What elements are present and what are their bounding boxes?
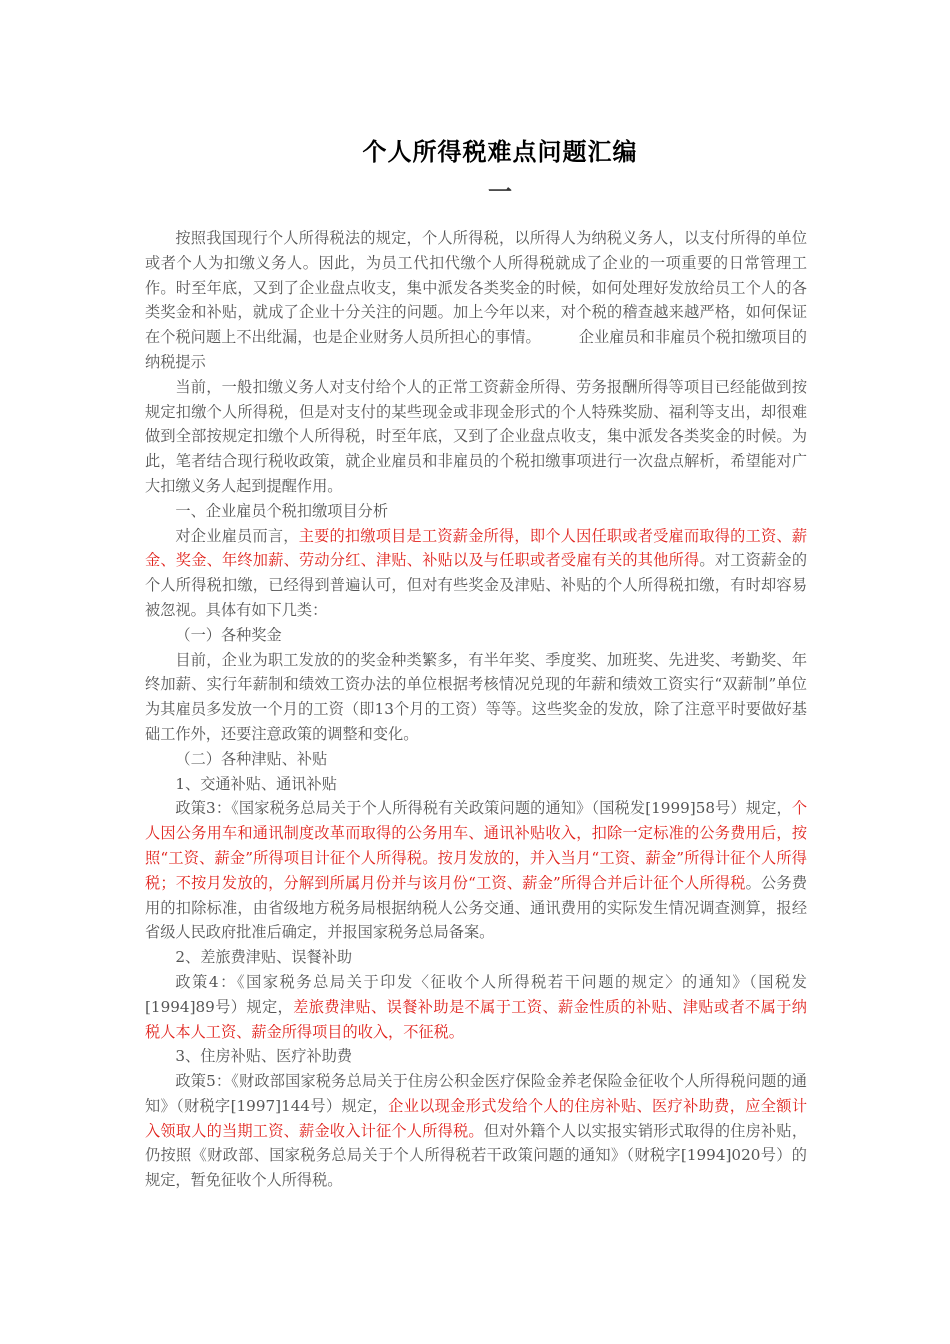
text-segment: 3、住房补贴、医疗补助费 — [175, 1047, 353, 1066]
text-segment: 1、交通补贴、通讯补贴 — [175, 774, 337, 793]
text-segment: 2、差旅费津贴、误餐补助 — [175, 948, 353, 967]
paragraph — [145, 772, 807, 797]
paragraph — [145, 1069, 807, 1193]
text-segment: 政策3：《国家税务总局关于个人所得税有关政策问题的通知》（国税发[1999]58号）规定， — [175, 799, 792, 818]
text-segment: 政策5：《财政部国家税务总局关于住房公积金医疗保险金养老保险金征收个人所得税问题的通知》（财税字[1997]144号）规定， — [145, 1072, 807, 1115]
paragraph — [145, 970, 807, 1044]
highlighted-text: 个人因公务用车和通讯制度改革而取得的公务用车、通讯补贴收入，扣除一定标准的公务费用后，按照“工资、薪金”所得项目计征个人所得税。按月发放的，并入当月“工资、薪金”所得计征个人所得税；不按月发放的，分解到所属月份并与该月份“工资、薪金”所得合并后计征个人所得税 — [145, 799, 807, 892]
document-body — [145, 226, 807, 1193]
paragraph — [145, 945, 807, 970]
text-segment: 当前，一般扣缴义务人对支付给个人的正常工资薪金所得、劳务报酬所得等项目已经能做到按规定扣缴个人所得税，但是对支付的某些现金或非现金形式的个人特殊奖励、福利等支出，却很难做到全部按规定扣缴个人所得税，时至年底，又到了企业盘点收支，集中派发各类奖金的时候。为此，笔者结合现行税收政策，就企业雇员和非雇员的个税扣缴事项进行一次盘点解析，希望能对广大扣缴义务人起到提醒作用。 — [145, 377, 807, 495]
text-segment: 按照我国现行个人所得税法的规定，个人所得税，以所得人为纳税义务人，以支付所得的单位或者个人为扣缴义务人。因此，为员工代扣代缴个人所得税就成了企业的一项重要的日常管理工作。时至年底，又到了企业盘点收支，集中派发各类奖金的时候，如何处理好发放给员工个人的各类奖金和补贴，就成了企业十分关注的问题。加上今年以来，对个税的稽查越来越严格，如何保证在个税问题上不出纰漏，也是企业财务人员所担心的事情。 企业雇员和非雇员个税扣缴项目的纳税提示 — [145, 229, 807, 371]
text-segment: （二）各种津贴、补贴 — [175, 749, 328, 768]
text-segment: 目前，企业为职工发放的的奖金种类繁多，有半年奖、季度奖、加班奖、先进奖、考勤奖、年终加薪、实行年薪制和绩效工资办法的单位根据考核情况兑现的年薪和绩效工资实行“双薪制”单位为其雇员多发放一个月的工资（即13个月的工资）等等。这些奖金的发放，除了注意平时要做好基础工作外，还要注意政策的调整和变化。 — [145, 650, 807, 743]
text-segment: 一、企业雇员个税扣缴项目分析 — [175, 501, 389, 520]
paragraph — [145, 648, 807, 747]
highlighted-text: 企业以现金形式发给个人的住房补贴、医疗补助费，应全额计入领取人的当期工资、薪金收入计征个人所得税。 — [145, 1096, 808, 1140]
paragraph — [145, 747, 807, 772]
highlighted-text: 主要的扣缴项目是工资薪金所得，即个人因任职或者受雇而取得的工资、薪金、奖金、年终加薪、劳动分红、津贴、补贴以及与任职或者受雇有关的其他所得 — [145, 526, 808, 570]
text-segment: 。对工资薪金的个人所得税扣缴，已经得到普遍认可，但对有些奖金及津贴、补贴的个人所得税扣缴，有时却容易被忽视。具体有如下几类： — [145, 551, 808, 619]
text-segment: 。公务费用的扣除标准，由省级地方税务局根据纳税人公务交通、通讯费用的实际发生情况调查测算，报经省级人民政府批准后确定，并报国家税务总局备案。 — [145, 873, 808, 942]
document-title: 个人所得税难点问题汇编 — [362, 138, 638, 166]
paragraph — [145, 796, 807, 945]
paragraph — [145, 375, 807, 499]
text-segment: （一）各种奖金 — [175, 625, 282, 644]
paragraph — [145, 226, 807, 375]
paragraph — [145, 623, 807, 648]
text-segment: 政策4：《国家税务总局关于印发〈征收个人所得税若干问题的规定〉的通知》（国税发[1994]89号）规定， — [145, 972, 807, 1016]
paragraph — [145, 1044, 807, 1069]
paragraph — [145, 499, 807, 524]
highlighted-text: 差旅费津贴、误餐补助是不属于工资、薪金性质的补贴、津贴或者不属于纳税人本人工资、薪金所得项目的收入，不征税。 — [145, 997, 807, 1041]
text-segment: 对企业雇员而言， — [175, 526, 299, 545]
paragraph — [145, 524, 807, 623]
text-segment: 但对外籍个人以实报实销形式取得的住房补贴，仍按照《财政部、国家税务总局关于个人所得税若干政策问题的通知》（财税字[1994]020号）的规定，暂免征收个人所得税。 — [145, 1121, 808, 1190]
section-number: 一 — [488, 177, 512, 206]
